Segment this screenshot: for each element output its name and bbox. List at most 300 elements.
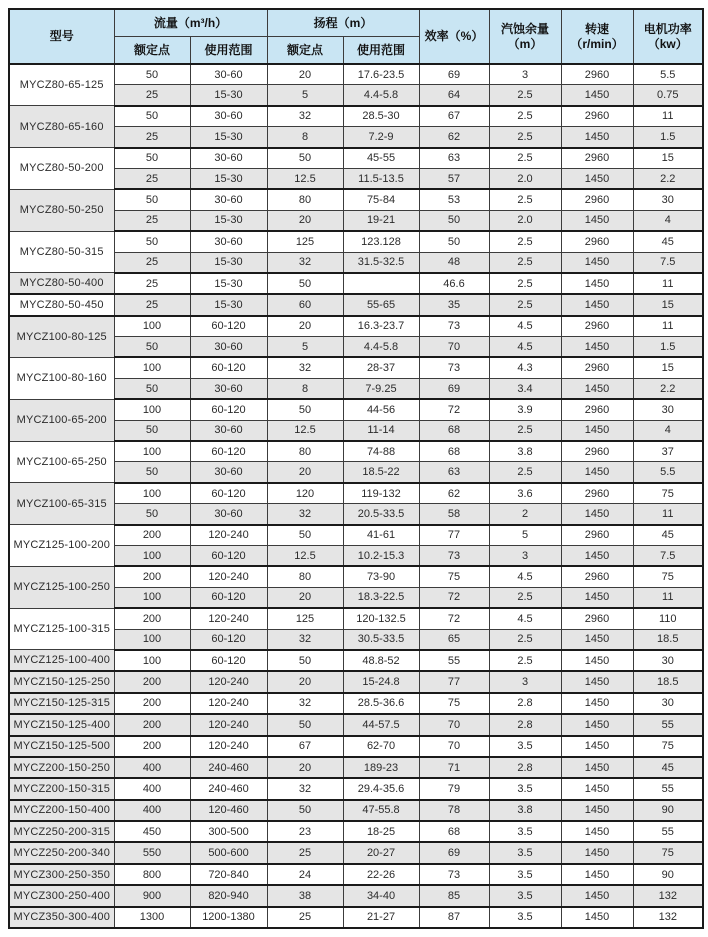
- cell-efficiency: 50: [419, 231, 489, 252]
- cell-speed: 2960: [561, 189, 633, 210]
- cell-power: 18.5: [633, 671, 703, 692]
- cell-flow-range: 60-120: [190, 587, 267, 608]
- cell-power: 7.5: [633, 545, 703, 566]
- cell-head-rated: 20: [267, 210, 343, 231]
- cell-power: 75: [633, 736, 703, 757]
- cell-head-rated: 12.5: [267, 545, 343, 566]
- cell-flow-rated: 200: [114, 671, 190, 692]
- cell-head-range: 123.128: [343, 231, 419, 252]
- cell-npsh: 3: [489, 671, 561, 692]
- cell-head-rated: 20: [267, 64, 343, 85]
- col-header-power: [633, 9, 703, 64]
- cell-flow-range: 30-60: [190, 148, 267, 169]
- cell-speed: 1450: [561, 714, 633, 735]
- cell-model: MYCZ100-65-250: [9, 441, 114, 483]
- cell-npsh: 3.5: [489, 842, 561, 863]
- cell-head-range: 28.5-30: [343, 106, 419, 127]
- col-header-head-group: 扬程（m）: [267, 9, 419, 37]
- cell-flow-rated: 50: [114, 378, 190, 399]
- cell-flow-range: 30-60: [190, 337, 267, 358]
- cell-speed: 1450: [561, 294, 633, 315]
- cell-flow-rated: 50: [114, 148, 190, 169]
- table-row: [9, 273, 703, 294]
- cell-head-range: 22-26: [343, 864, 419, 885]
- cell-power: 15: [633, 294, 703, 315]
- cell-head-rated: 24: [267, 864, 343, 885]
- cell-flow-rated: 1300: [114, 907, 190, 928]
- cell-head-rated: 67: [267, 736, 343, 757]
- cell-speed: 2960: [561, 608, 633, 629]
- cell-head-range: 7.2-9: [343, 127, 419, 148]
- cell-efficiency: 67: [419, 106, 489, 127]
- cell-head-range: 45-55: [343, 148, 419, 169]
- cell-flow-range: 60-120: [190, 545, 267, 566]
- cell-npsh: 4.5: [489, 337, 561, 358]
- cell-flow-range: 15-30: [190, 210, 267, 231]
- cell-power: 11: [633, 316, 703, 337]
- cell-model: MYCZ125-100-250: [9, 566, 114, 608]
- cell-power: 55: [633, 778, 703, 799]
- cell-speed: 1450: [561, 800, 633, 821]
- table-row: [9, 864, 703, 885]
- cell-head-range: 17.6-23.5: [343, 64, 419, 85]
- cell-head-rated: 12.5: [267, 420, 343, 441]
- cell-flow-range: 60-120: [190, 399, 267, 420]
- cell-efficiency: 72: [419, 399, 489, 420]
- cell-efficiency: 63: [419, 148, 489, 169]
- cell-power: 15: [633, 357, 703, 378]
- col-header-flow-group: 流量（m³/h）: [114, 9, 267, 37]
- col-header-flow-range: 使用范围: [190, 37, 267, 65]
- cell-power: 2.2: [633, 378, 703, 399]
- cell-head-rated: 125: [267, 231, 343, 252]
- cell-npsh: 4.5: [489, 316, 561, 337]
- table-row: [9, 587, 703, 608]
- cell-head-rated: 32: [267, 504, 343, 525]
- cell-power: 90: [633, 864, 703, 885]
- table-row: [9, 821, 703, 842]
- cell-flow-range: 15-30: [190, 127, 267, 148]
- cell-flow-range: 30-60: [190, 462, 267, 483]
- cell-flow-range: 30-60: [190, 64, 267, 85]
- cell-speed: 1450: [561, 650, 633, 671]
- cell-head-range: 34-40: [343, 885, 419, 906]
- table-row: [9, 85, 703, 106]
- cell-efficiency: 62: [419, 483, 489, 504]
- cell-efficiency: 63: [419, 462, 489, 483]
- cell-flow-range: 120-240: [190, 693, 267, 714]
- cell-head-range: 120-132.5: [343, 608, 419, 629]
- cell-npsh: 3.5: [489, 864, 561, 885]
- table-row: [9, 842, 703, 863]
- table-row: [9, 106, 703, 127]
- cell-head-rated: 32: [267, 693, 343, 714]
- cell-npsh: 2.5: [489, 587, 561, 608]
- cell-head-range: 16.3-23.7: [343, 316, 419, 337]
- cell-head-rated: 120: [267, 483, 343, 504]
- cell-efficiency: 73: [419, 316, 489, 337]
- cell-power: 37: [633, 441, 703, 462]
- cell-flow-range: 120-240: [190, 608, 267, 629]
- cell-head-rated: 125: [267, 608, 343, 629]
- table-row: [9, 885, 703, 906]
- cell-head-rated: 80: [267, 189, 343, 210]
- cell-flow-range: 240-460: [190, 778, 267, 799]
- cell-head-range: 20-27: [343, 842, 419, 863]
- cell-speed: 1450: [561, 210, 633, 231]
- cell-efficiency: 69: [419, 64, 489, 85]
- cell-model: MYCZ80-65-125: [9, 64, 114, 106]
- cell-npsh: 2.5: [489, 650, 561, 671]
- cell-npsh: 3.5: [489, 778, 561, 799]
- cell-head-range: 4.4-5.8: [343, 337, 419, 358]
- col-header-head-rated: 额定点: [267, 37, 343, 65]
- cell-head-range: 20.5-33.5: [343, 504, 419, 525]
- cell-speed: 1450: [561, 907, 633, 928]
- table-row: [9, 357, 703, 378]
- cell-speed: 1450: [561, 127, 633, 148]
- cell-npsh: 3.5: [489, 736, 561, 757]
- table-row: [9, 671, 703, 692]
- cell-power: 11: [633, 504, 703, 525]
- cell-head-rated: 23: [267, 821, 343, 842]
- table-row: [9, 693, 703, 714]
- cell-speed: 1450: [561, 842, 633, 863]
- cell-efficiency: 72: [419, 587, 489, 608]
- cell-model: MYCZ125-100-315: [9, 608, 114, 650]
- cell-npsh: 3.8: [489, 441, 561, 462]
- cell-flow-rated: 25: [114, 252, 190, 273]
- col-header-flow-rated: 额定点: [114, 37, 190, 65]
- cell-head-range: 18-25: [343, 821, 419, 842]
- cell-flow-range: 120-240: [190, 566, 267, 587]
- col-header-head-range: 使用范围: [343, 37, 419, 65]
- cell-head-range: 21-27: [343, 907, 419, 928]
- cell-flow-rated: 25: [114, 294, 190, 315]
- cell-npsh: 2.5: [489, 252, 561, 273]
- cell-npsh: 2.5: [489, 231, 561, 252]
- table-row: [9, 148, 703, 169]
- cell-efficiency: 48: [419, 252, 489, 273]
- cell-model: MYCZ80-50-200: [9, 148, 114, 190]
- cell-efficiency: 62: [419, 127, 489, 148]
- table-row: [9, 545, 703, 566]
- table-row: [9, 650, 703, 671]
- cell-flow-rated: 100: [114, 316, 190, 337]
- cell-model: MYCZ200-150-250: [9, 757, 114, 778]
- col-header-npsh: [489, 9, 561, 64]
- cell-flow-range: 120-240: [190, 525, 267, 546]
- cell-speed: 1450: [561, 736, 633, 757]
- cell-flow-range: 500-600: [190, 842, 267, 863]
- table-body: [9, 64, 703, 928]
- cell-speed: 1450: [561, 504, 633, 525]
- cell-efficiency: 79: [419, 778, 489, 799]
- cell-model: MYCZ125-100-200: [9, 525, 114, 567]
- cell-flow-rated: 550: [114, 842, 190, 863]
- cell-head-range: 10.2-15.3: [343, 545, 419, 566]
- cell-head-range: [343, 273, 419, 294]
- table-row: [9, 399, 703, 420]
- cell-efficiency: 68: [419, 441, 489, 462]
- cell-head-range: 41-61: [343, 525, 419, 546]
- cell-flow-range: 30-60: [190, 189, 267, 210]
- table-row: [9, 231, 703, 252]
- table-row: [9, 316, 703, 337]
- cell-npsh: 2.5: [489, 189, 561, 210]
- cell-head-range: 62-70: [343, 736, 419, 757]
- cell-head-range: 28.5-36.6: [343, 693, 419, 714]
- cell-flow-rated: 100: [114, 587, 190, 608]
- table-row: [9, 462, 703, 483]
- table-row: [9, 629, 703, 650]
- cell-flow-rated: 100: [114, 483, 190, 504]
- cell-head-range: 30.5-33.5: [343, 629, 419, 650]
- cell-head-rated: 32: [267, 629, 343, 650]
- cell-npsh: 5: [489, 525, 561, 546]
- cell-head-rated: 20: [267, 587, 343, 608]
- cell-npsh: 3.4: [489, 378, 561, 399]
- cell-flow-range: 30-60: [190, 231, 267, 252]
- cell-model: MYCZ200-150-315: [9, 778, 114, 799]
- cell-power: 75: [633, 566, 703, 587]
- cell-flow-range: 720-840: [190, 864, 267, 885]
- cell-efficiency: 70: [419, 714, 489, 735]
- cell-npsh: 3.5: [489, 885, 561, 906]
- table-row: [9, 504, 703, 525]
- cell-power: 55: [633, 821, 703, 842]
- cell-head-rated: 8: [267, 378, 343, 399]
- cell-flow-range: 60-120: [190, 441, 267, 462]
- cell-efficiency: 87: [419, 907, 489, 928]
- cell-head-rated: 5: [267, 85, 343, 106]
- cell-head-rated: 50: [267, 273, 343, 294]
- cell-flow-range: 1200-1380: [190, 907, 267, 928]
- cell-head-rated: 50: [267, 399, 343, 420]
- table-row: [9, 778, 703, 799]
- cell-flow-rated: 200: [114, 566, 190, 587]
- cell-speed: 2960: [561, 483, 633, 504]
- cell-power: 7.5: [633, 252, 703, 273]
- cell-speed: 1450: [561, 864, 633, 885]
- cell-flow-rated: 50: [114, 231, 190, 252]
- table-row: [9, 64, 703, 85]
- cell-flow-range: 30-60: [190, 106, 267, 127]
- cell-power: 4: [633, 420, 703, 441]
- table-row: [9, 441, 703, 462]
- cell-model: MYCZ150-125-250: [9, 671, 114, 692]
- table-row: [9, 757, 703, 778]
- cell-npsh: 2.5: [489, 420, 561, 441]
- cell-flow-range: 60-120: [190, 316, 267, 337]
- cell-flow-rated: 25: [114, 273, 190, 294]
- cell-power: 45: [633, 231, 703, 252]
- cell-npsh: 2.8: [489, 757, 561, 778]
- cell-power: 11: [633, 106, 703, 127]
- cell-flow-range: 60-120: [190, 357, 267, 378]
- cell-npsh: 2.8: [489, 714, 561, 735]
- col-header-model: 型号: [9, 9, 114, 64]
- cell-head-rated: 50: [267, 800, 343, 821]
- cell-speed: 2960: [561, 441, 633, 462]
- cell-flow-range: 30-60: [190, 378, 267, 399]
- cell-flow-rated: 100: [114, 357, 190, 378]
- col-header-power-line2: （kw）: [647, 36, 688, 51]
- table-row: [9, 566, 703, 587]
- cell-flow-rated: 50: [114, 337, 190, 358]
- cell-head-rated: 50: [267, 650, 343, 671]
- cell-power: 15: [633, 148, 703, 169]
- cell-speed: 1450: [561, 337, 633, 358]
- cell-speed: 2960: [561, 525, 633, 546]
- cell-power: 4: [633, 210, 703, 231]
- cell-flow-rated: 800: [114, 864, 190, 885]
- header-row-1: [9, 9, 703, 37]
- cell-head-rated: 20: [267, 757, 343, 778]
- cell-head-range: 75-84: [343, 189, 419, 210]
- table-row: [9, 907, 703, 928]
- cell-speed: 2960: [561, 231, 633, 252]
- cell-model: MYCZ150-125-500: [9, 736, 114, 757]
- cell-model: MYCZ100-65-315: [9, 483, 114, 525]
- cell-power: 1.5: [633, 337, 703, 358]
- cell-speed: 1450: [561, 462, 633, 483]
- cell-power: 2.2: [633, 168, 703, 189]
- cell-npsh: 2.5: [489, 462, 561, 483]
- cell-power: 132: [633, 907, 703, 928]
- cell-efficiency: 70: [419, 736, 489, 757]
- cell-head-range: 189-23: [343, 757, 419, 778]
- cell-npsh: 2.5: [489, 629, 561, 650]
- cell-flow-rated: 25: [114, 85, 190, 106]
- cell-efficiency: 70: [419, 337, 489, 358]
- cell-model: MYCZ150-125-400: [9, 714, 114, 735]
- cell-power: 110: [633, 608, 703, 629]
- cell-flow-rated: 100: [114, 629, 190, 650]
- cell-efficiency: 46.6: [419, 273, 489, 294]
- cell-power: 30: [633, 650, 703, 671]
- cell-power: 0.75: [633, 85, 703, 106]
- col-header-npsh-line2: （m）: [507, 36, 543, 51]
- table-header: [9, 9, 703, 64]
- cell-speed: 1450: [561, 629, 633, 650]
- cell-power: 75: [633, 483, 703, 504]
- cell-speed: 1450: [561, 85, 633, 106]
- cell-flow-rated: 200: [114, 714, 190, 735]
- pump-spec-table: [8, 8, 704, 929]
- cell-npsh: 4.3: [489, 357, 561, 378]
- cell-efficiency: 55: [419, 650, 489, 671]
- cell-model: MYCZ250-200-340: [9, 842, 114, 863]
- cell-npsh: 2.5: [489, 273, 561, 294]
- cell-head-range: 4.4-5.8: [343, 85, 419, 106]
- cell-flow-rated: 25: [114, 127, 190, 148]
- cell-flow-rated: 200: [114, 736, 190, 757]
- cell-head-range: 119-132: [343, 483, 419, 504]
- cell-model: MYCZ100-80-160: [9, 357, 114, 399]
- cell-model: MYCZ350-300-400: [9, 907, 114, 928]
- cell-speed: 1450: [561, 378, 633, 399]
- cell-flow-range: 120-460: [190, 800, 267, 821]
- cell-efficiency: 68: [419, 821, 489, 842]
- cell-flow-range: 240-460: [190, 757, 267, 778]
- cell-npsh: 2.0: [489, 210, 561, 231]
- cell-speed: 1450: [561, 420, 633, 441]
- cell-efficiency: 78: [419, 800, 489, 821]
- cell-efficiency: 57: [419, 168, 489, 189]
- cell-power: 11: [633, 587, 703, 608]
- cell-flow-range: 120-240: [190, 671, 267, 692]
- cell-head-rated: 80: [267, 566, 343, 587]
- table-row: [9, 608, 703, 629]
- cell-efficiency: 50: [419, 210, 489, 231]
- cell-npsh: 3.9: [489, 399, 561, 420]
- cell-head-rated: 32: [267, 252, 343, 273]
- cell-model: MYCZ300-250-400: [9, 885, 114, 906]
- cell-head-range: 44-56: [343, 399, 419, 420]
- cell-efficiency: 77: [419, 671, 489, 692]
- cell-flow-range: 120-240: [190, 714, 267, 735]
- cell-head-range: 47-55.8: [343, 800, 419, 821]
- cell-speed: 2960: [561, 148, 633, 169]
- cell-power: 5.5: [633, 462, 703, 483]
- cell-head-range: 74-88: [343, 441, 419, 462]
- col-header-speed-line2: （r/min）: [570, 36, 624, 51]
- cell-flow-rated: 50: [114, 462, 190, 483]
- cell-npsh: 2.5: [489, 106, 561, 127]
- cell-head-rated: 80: [267, 441, 343, 462]
- cell-flow-rated: 900: [114, 885, 190, 906]
- cell-flow-rated: 100: [114, 650, 190, 671]
- cell-head-rated: 20: [267, 316, 343, 337]
- cell-npsh: 2.5: [489, 148, 561, 169]
- cell-npsh: 2: [489, 504, 561, 525]
- cell-flow-range: 120-240: [190, 736, 267, 757]
- cell-flow-range: 15-30: [190, 168, 267, 189]
- cell-head-rated: 20: [267, 671, 343, 692]
- cell-speed: 1450: [561, 587, 633, 608]
- cell-model: MYCZ100-80-125: [9, 316, 114, 358]
- cell-npsh: 4.5: [489, 566, 561, 587]
- cell-efficiency: 64: [419, 85, 489, 106]
- cell-speed: 1450: [561, 252, 633, 273]
- cell-speed: 2960: [561, 566, 633, 587]
- cell-model: MYCZ250-200-315: [9, 821, 114, 842]
- cell-speed: 2960: [561, 357, 633, 378]
- cell-head-range: 31.5-32.5: [343, 252, 419, 273]
- cell-power: 45: [633, 757, 703, 778]
- cell-flow-rated: 50: [114, 420, 190, 441]
- cell-flow-rated: 100: [114, 545, 190, 566]
- cell-head-rated: 12.5: [267, 168, 343, 189]
- table-row: [9, 736, 703, 757]
- cell-flow-rated: 100: [114, 399, 190, 420]
- table-row: [9, 800, 703, 821]
- cell-power: 30: [633, 399, 703, 420]
- cell-efficiency: 58: [419, 504, 489, 525]
- cell-power: 11: [633, 273, 703, 294]
- cell-flow-range: 30-60: [190, 504, 267, 525]
- cell-efficiency: 71: [419, 757, 489, 778]
- table-row: [9, 210, 703, 231]
- cell-flow-range: 60-120: [190, 650, 267, 671]
- cell-speed: 1450: [561, 545, 633, 566]
- cell-head-rated: 32: [267, 357, 343, 378]
- cell-npsh: 3.5: [489, 821, 561, 842]
- cell-model: MYCZ100-65-200: [9, 399, 114, 441]
- cell-power: 75: [633, 842, 703, 863]
- cell-efficiency: 69: [419, 378, 489, 399]
